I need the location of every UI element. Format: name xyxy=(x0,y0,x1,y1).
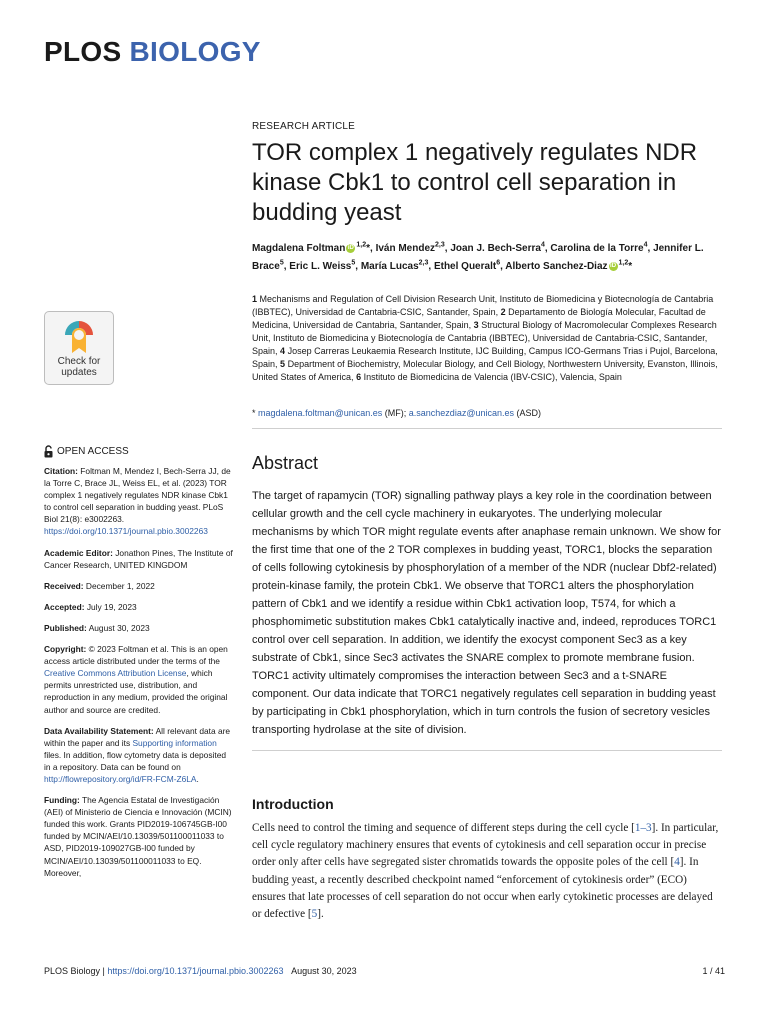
supporting-information-link[interactable]: Supporting information xyxy=(132,737,217,748)
author-affiliation-marker: 6 xyxy=(496,259,501,267)
article-metadata-sidebar xyxy=(44,465,234,888)
author-entry: Magdalena Foltman iD $^{1,2}$*, xyxy=(252,242,376,255)
journal-name-plos: PLOS xyxy=(44,36,122,67)
citation-block: Citation: Foltman M, Mendez I, Bech-Serra JJ, de la Torre C, Brace JL, Weiss EL, et al. (2023) TOR complex 1 negatively regulates NDR kinase Cbk1 to control cell separation in budding yeast. PLoS Biol 21(8): e3002263. https://doi.org/10.1371/journal.pbio.3002263 xyxy=(44,466,231,537)
journal-logo xyxy=(44,36,261,68)
introduction-paragraph: Cells need to control the timing and sequence of different steps during the cell cycle [1–3]. In particular, cell cycle regulatory machinery ensures that events of cytokinesis and cell separation occur in precise order only after cells have segregated sister chromatids towards the opposite poles of the cell [4]. In budding yeast, a recently described checkpoint named “enforcement of cytokinesis order” (ECO) ensures that late processes of cell separation do not occur when early cytokinetic processes are delayed or defective [5]. xyxy=(252,822,719,921)
article-title: TOR complex 1 negatively regulates NDR kinase Cbk1 to control cell separation in budding yeast xyxy=(252,139,698,226)
author-entry: Jennifer L. Brace$^5$, xyxy=(252,243,704,272)
affiliation-number: 1 xyxy=(252,294,258,304)
affiliation-text: Josep Carreras Leukaemia Research Institute, IJC Building, Campus ICO-Germans Trias i Pujol, Barcelona, Spain, xyxy=(252,346,718,369)
corresponding-author-marker: * xyxy=(366,243,370,255)
author-name: Alberto Sanchez-Diaz xyxy=(505,260,608,272)
abstract-text: The target of rapamycin (TOR) signalling pathway plays a key role in the coordination between cellular growth and the cell cycle machinery in eukaryotes. The underlying molecular mechanisms by which TOR might regulate events after anaphase remain unknown. We show for the first time that one of the 2 TOR complexes in budding yeast, TORC1, blocks the separation of cells following cytokinesis by phosphorylation of a member of the NDR (nuclear Dbf2-related) protein-kinase family, the protein Cbk1. We observe that TORC1 alters the phosphorylation pattern of Cbk1 and we identify a residue within Cbk1 activation loop, T574, for which a phosphomimetic substitution makes Cbk1 catalytically inactive and, indeed, reproduces TORC1 control over cell separation. In addition, we identify the exocyst component Sec3 as a key substrate of Cbk1, since Sec3 activates the SNARE complex to promote membrane fusion. TORC1 activity ultimately compromises the interaction between Sec3 and a t-SNARE component. Our data indicate that TORC1 negatively regulates cell separation in budding yeast by participating in Cbk1 phosphorylation, which in turn controls the fusion of secretory vesicles transporting hydrolase at the site of division. xyxy=(252,490,721,736)
page-footer xyxy=(44,966,357,976)
author-name: Ethel Queralt xyxy=(433,260,497,272)
orcid-icon[interactable]: iD xyxy=(610,262,617,269)
affiliation-text: Structural Biology of Macromolecular Complexes Research Unit, Instituto de Biomedicina y Biotecnología de Cantabria (IBBTEC), Universidad de Cantabria-CSIC, Santander, Spain, xyxy=(252,320,717,356)
check-for-updates-label: Check for updates xyxy=(57,356,101,378)
author-name: Magdalena Foltman xyxy=(252,243,346,255)
author-affiliation-marker: 4 xyxy=(643,242,648,249)
affiliation-number: 4 xyxy=(280,346,286,356)
academic-editor-block: Academic Editor: Jonathon Pines, The Institute of Cancer Research, UNITED KINGDOM xyxy=(44,547,233,570)
introduction-heading: Introduction xyxy=(252,796,334,812)
footer-date: August 30, 2023 xyxy=(291,966,357,976)
author-entry xyxy=(505,261,632,272)
author-entry: Joan J. Bech-Serra$^4$, xyxy=(450,242,551,255)
license-link[interactable]: Creative Commons Attribution License xyxy=(44,668,187,679)
reference-link[interactable]: 1–3 xyxy=(634,822,652,834)
affiliation-entry xyxy=(356,372,622,382)
copyright-block: Copyright: © 2023 Foltman et al. This is an open access article distributed under the terms of the Creative Commons Attribution License, which permits unrestricted use, distribution, and reproduction in any medium, provided the original author and source are credited. xyxy=(44,644,228,715)
journal-name-biology: BIOLOGY xyxy=(129,36,261,67)
open-lock-icon xyxy=(44,445,53,458)
author-entry: María Lucas$^{2,3}$, xyxy=(360,259,434,272)
crossmark-icon xyxy=(63,319,95,355)
footer-journal: PLOS Biology xyxy=(44,966,101,976)
author-affiliation-marker: 2,3 xyxy=(418,259,429,267)
affiliation-number: 6 xyxy=(356,372,362,382)
email-link-foltman[interactable]: magdalena.foltman@unican.es xyxy=(258,408,383,418)
author-affiliation-marker: 5 xyxy=(279,259,284,267)
author-name: Joan J. Bech-Serra xyxy=(450,243,541,255)
author-affiliation-marker: 4 xyxy=(540,242,545,249)
author-name: Jennifer L. Brace xyxy=(252,243,704,272)
affiliation-list xyxy=(252,293,722,384)
flowrepository-link[interactable]: http://flowrepository.org/id/FR-FCM-Z6LA xyxy=(44,773,197,784)
author-name: Carolina de la Torre xyxy=(550,243,644,255)
accepted-block: Accepted: July 19, 2023 xyxy=(44,601,137,612)
footer-separator: | xyxy=(102,966,105,976)
author-affiliation-marker: 5 xyxy=(351,259,356,267)
author-entry: Eric L. Weiss$^5$, xyxy=(289,259,361,272)
page-number: 1 / 41 xyxy=(702,966,725,976)
affiliation-text: Instituto de Biomedicina de Valencia (IBV-CSIC), Valencia, Spain xyxy=(363,372,622,382)
corresponding-author-marker: * xyxy=(628,260,633,272)
affiliation-number: 5 xyxy=(280,359,286,369)
correspondence-line: * magdalena.foltman@unican.es (MF); a.sanchezdiaz@unican.es (ASD) xyxy=(252,408,541,418)
author-entry: Iván Mendez$^{2,3}$, xyxy=(375,242,451,255)
reference-link[interactable]: 4 xyxy=(674,856,680,869)
author-name: María Lucas xyxy=(360,260,419,272)
check-for-updates-badge[interactable] xyxy=(44,311,114,385)
affiliation-number: 2 xyxy=(500,307,506,317)
author-entry: Ethel Queralt$^6$, xyxy=(433,259,506,272)
orcid-icon[interactable]: iD xyxy=(347,245,354,252)
author-name: Iván Mendez xyxy=(375,243,436,255)
email-link-sanchez-diaz[interactable]: a.sanchezdiaz@unican.es xyxy=(408,408,514,418)
affiliation-text: Mechanisms and Regulation of Cell Division Research Unit, Instituto de Biomedicina y Biotecnología de Cantabria (IBBTEC), Universidad de Cantabria-CSIC, Santander, Spain, xyxy=(252,294,714,317)
affiliation-number: 3 xyxy=(473,320,479,330)
published-block: Published: August 30, 2023 xyxy=(44,622,150,633)
affiliation-text: Department of Biochemistry, Molecular Biology, and Cell Biology, Northwestern University, Evanston, Illinois, United States of America, xyxy=(252,359,718,382)
author-affiliation-marker: 2,3 xyxy=(435,242,445,249)
reference-link[interactable]: 5 xyxy=(311,908,318,921)
abstract-heading: Abstract xyxy=(252,453,319,473)
funding-block: Funding: The Agencia Estatal de Investigación (AEI) of Ministerio de Ciencia e Innovación (MCIN) funded this work. Grants PID2019-106745GB-I00 funded by MCIN/AEI/10.13039/501100011033 to ASD, PID2019-109027GB-I00 funded by MCIN/AEI/10.13039/501100011033 to EQ. Moreover, xyxy=(44,795,232,878)
author-affiliation-marker: 1,2 xyxy=(356,242,367,249)
footer-doi-link[interactable]: https://doi.org/10.1371/journal.pbio.3002263 xyxy=(107,966,284,976)
citation-doi-link[interactable]: https://doi.org/10.1371/journal.pbio.3002263 xyxy=(44,526,208,537)
divider xyxy=(252,428,722,429)
article-type-label: RESEARCH ARTICLE xyxy=(252,121,356,132)
author-name: Eric L. Weiss xyxy=(289,260,352,272)
data-availability-block: Data Availability Statement: All relevant data are within the paper and its Supporting information files. In addition, flow cytometry data is deposited in a repository. Data can be found on http://flowrepository.org/id/FR-FCM-Z6LA. xyxy=(44,725,231,784)
divider xyxy=(252,750,722,751)
received-block: Received: December 1, 2022 xyxy=(44,580,155,591)
affiliation-text: Departamento de Biología Molecular, Facultad de Medicina, Universidad de Cantabria, Santander, Spain, xyxy=(252,307,706,330)
author-entry: Carolina de la Torre$^4$, xyxy=(550,242,654,255)
author-affiliation-marker: 1,2 xyxy=(618,259,629,267)
open-access-label: OPEN ACCESS xyxy=(44,445,129,458)
author-list xyxy=(252,239,722,274)
